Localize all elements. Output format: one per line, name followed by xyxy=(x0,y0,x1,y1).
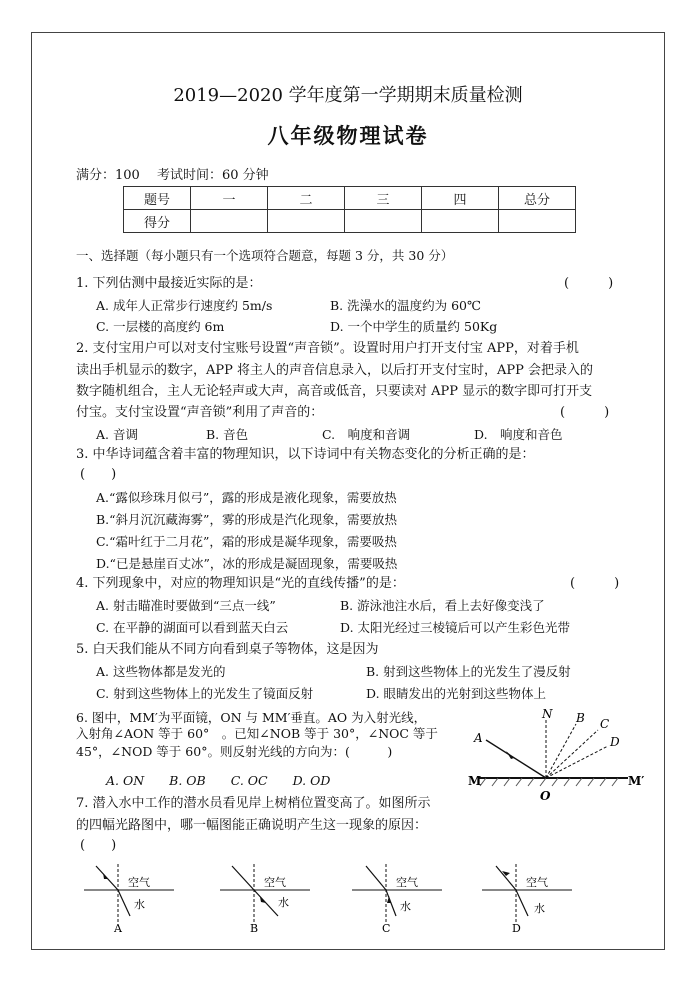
label-m-prime: M′ xyxy=(628,774,645,788)
ray-in xyxy=(366,866,386,890)
table-cell: 四 xyxy=(422,187,499,210)
water-label: 水 xyxy=(134,898,145,911)
q3-option-d: D.“已是悬崖百丈冰”，冰的形成是凝固现象，需要吸热 xyxy=(96,556,398,571)
q2-option-c: C. 响度和音调 xyxy=(322,427,411,442)
exam-title: 2019—2020 学年度第一学期期末质量检测 xyxy=(173,85,523,106)
q2-option-a: A. 音调 xyxy=(96,427,138,442)
q7-figure-b xyxy=(220,860,310,935)
air-label: 空气 xyxy=(264,876,286,889)
score-table xyxy=(123,186,576,233)
table-cell: 二 xyxy=(268,187,345,210)
q5-option-b: B. 射到这些物体上的光发生了漫反射 xyxy=(366,664,571,679)
water-label: 水 xyxy=(400,900,411,913)
q4-option-a: A. 射击瞄准时要做到“三点一线” xyxy=(96,598,276,613)
q2-line: 读出手机显示的数字，APP 将主人的声音信息录入，以后打开支付宝时，APP 会把录入的 xyxy=(76,363,594,378)
figure-label: D xyxy=(512,922,521,935)
q7-line: 7. 潜入水中工作的潜水员看见岸上树梢位置变高了。如图所示 xyxy=(76,796,431,811)
q3-option-c: C.“霜叶红于二月花”，霜的形成是凝华现象，需要吸热 xyxy=(96,534,397,549)
q1-option-b: B. 洗澡水的温度约为 60℃ xyxy=(330,298,481,313)
q7-answer-paren[interactable]: ( ) xyxy=(80,838,117,853)
q1-option-a: A. 成年人正常步行速度约 5m/s xyxy=(96,298,273,313)
ray-out xyxy=(516,890,528,916)
q2-line: 2. 支付宝用户可以对支付宝账号设置“声音锁”。设置时用户打开支付宝 APP，对着手机 xyxy=(76,341,579,356)
table-cell: 总分 xyxy=(499,187,576,210)
q4-option-b: B. 游泳池注水后，看上去好像变浅了 xyxy=(340,598,545,613)
q6-options: A. ON B. OB C. OC D. OD xyxy=(106,773,331,788)
label-c: C xyxy=(600,717,610,731)
label-n: N xyxy=(542,707,553,721)
table-cell[interactable] xyxy=(191,210,268,233)
table-cell[interactable] xyxy=(345,210,422,233)
water-label: 水 xyxy=(278,896,289,909)
q5-option-d: D. 眼睛发出的光射到这些物体上 xyxy=(366,686,547,701)
table-cell: 得分 xyxy=(124,210,191,233)
air-label: 空气 xyxy=(396,876,418,889)
q2-line: 付宝。支付宝设置“声音锁”利用了声音的： xyxy=(76,405,324,420)
q6-mirror-figure xyxy=(468,707,645,808)
q3-option-b: B.“斜月沉沉藏海雾”，雾的形成是汽化现象，需要放热 xyxy=(96,512,397,527)
figure-label: B xyxy=(250,922,259,935)
label-a: A xyxy=(474,731,483,745)
label-m: M xyxy=(468,774,482,788)
q3-answer-paren[interactable]: ( ) xyxy=(80,467,117,482)
arrow-icon xyxy=(387,896,391,903)
ray-out xyxy=(118,890,130,916)
table-cell[interactable] xyxy=(499,210,576,233)
q7-figure-d xyxy=(482,860,572,935)
figure-label: C xyxy=(382,922,391,935)
exam-meta: 满分：100 考试时间：60 分钟 xyxy=(76,168,269,183)
ray-od xyxy=(546,746,608,778)
incident-ray-ao xyxy=(486,740,546,778)
q4-stem: 4. 下列现象中，对应的物理知识是“光的直线传播”的是： xyxy=(76,576,405,591)
q6-line: 入射角∠AON 等于 60° 。已知∠NOB 等于 30°，∠NOC 等于 xyxy=(76,726,438,741)
q2-option-d: D. 响度和音色 xyxy=(474,427,563,442)
q4-answer-paren[interactable]: ( ) xyxy=(570,576,620,591)
ray-oc xyxy=(546,730,598,778)
q4-option-d: D. 太阳光经过三棱镜后可以产生彩色光带 xyxy=(340,620,571,635)
ray-in xyxy=(496,866,516,890)
ray-in xyxy=(232,866,254,890)
table-cell[interactable] xyxy=(422,210,499,233)
q1-answer-paren[interactable]: ( ) xyxy=(564,276,614,291)
q5-option-a: A. 这些物体都是发光的 xyxy=(96,664,226,679)
q2-line: 数字随机组合，主人无论轻声或大声，高音或低音，只要读对 APP 显示的数字即可打开支 xyxy=(76,384,593,399)
figure-label: A xyxy=(114,922,122,935)
mirror-hatching xyxy=(480,778,618,786)
q1-stem: 1. 下列估测中最接近实际的是： xyxy=(76,276,262,291)
section-heading: 一、选择题（每小题只有一个选项符合题意，每题 3 分，共 30 分） xyxy=(76,248,454,263)
score-table-row xyxy=(124,187,576,210)
exam-subtitle: 八年级物理试卷 xyxy=(267,123,429,148)
q2-option-b: B. 音色 xyxy=(206,427,249,442)
score-table-row xyxy=(124,210,576,233)
q3-stem: 3. 中华诗词蕴含着丰富的物理知识，以下诗词中有关物态变化的分析正确的是： xyxy=(76,447,535,462)
table-cell: 题号 xyxy=(124,187,191,210)
label-d: D xyxy=(610,735,620,749)
q1-option-c: C. 一层楼的高度约 6m xyxy=(96,319,225,334)
q2-answer-paren[interactable]: ( ) xyxy=(560,405,610,420)
air-label: 空气 xyxy=(526,876,548,889)
table-cell[interactable] xyxy=(268,210,345,233)
table-cell: 一 xyxy=(191,187,268,210)
q3-option-a: A.“露似珍珠月似弓”，露的形成是液化现象，需要放热 xyxy=(96,490,397,505)
q7-figure-a xyxy=(84,860,174,935)
q6-line: 6. 图中，MM′为平面镜，ON 与 MM′垂直。AO 为入射光线， xyxy=(76,710,427,725)
arrow-icon xyxy=(506,751,514,759)
table-cell: 三 xyxy=(345,187,422,210)
label-o: O xyxy=(540,789,551,803)
air-label: 空气 xyxy=(128,876,150,889)
q5-option-c: C. 射到这些物体上的光发生了镜面反射 xyxy=(96,686,314,701)
q6-line: 45°，∠NOD 等于 60°。则反射光线的方向为：( ) xyxy=(76,744,393,759)
q7-figure-c xyxy=(352,860,442,935)
water-label: 水 xyxy=(534,902,545,915)
q7-line: 的四幅光路图中，哪一幅图能正确说明产生这一现象的原因： xyxy=(76,818,428,833)
q1-option-d: D. 一个中学生的质量约 50Kg xyxy=(330,319,498,334)
q5-stem: 5. 白天我们能从不同方向看到桌子等物体，这是因为 xyxy=(76,642,379,657)
q4-option-c: C. 在平静的湖面可以看到蓝天白云 xyxy=(96,620,289,635)
label-b: B xyxy=(576,711,585,725)
